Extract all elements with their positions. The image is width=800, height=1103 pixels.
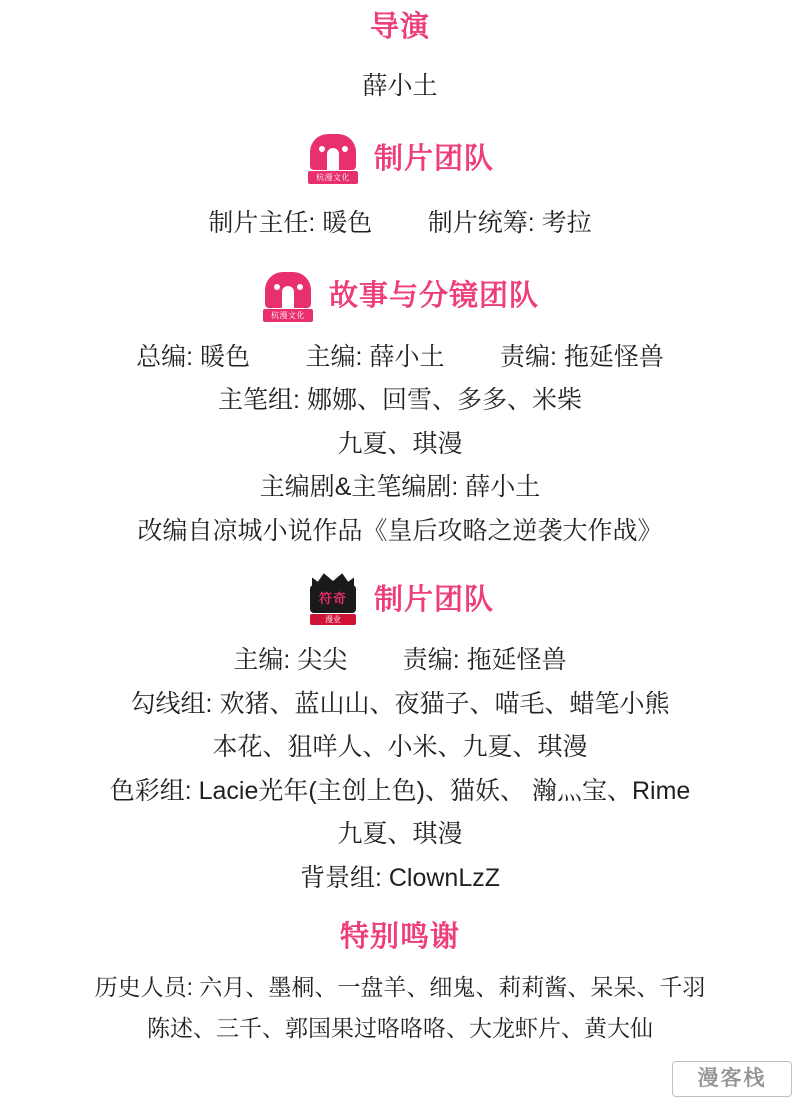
hanman-culture-logo-icon (261, 270, 315, 324)
production-team-2-line-3: 本花、狙咩人、小米、九夏、琪漫 (212, 733, 588, 762)
section-header-production-team-2 (0, 573, 800, 627)
spacer (0, 186, 800, 206)
production-team-2-line-1: 主编: 尖尖 责编: 拖延怪兽 (233, 646, 567, 675)
spacer (0, 104, 800, 132)
spacer (0, 766, 800, 774)
spacer (0, 462, 800, 470)
section-title-story-storyboard-team: 故事与分镜团队 (328, 280, 539, 313)
hanman-culture-logo-icon (306, 132, 360, 186)
production-team-2-line-5: 九夏、琪漫 (337, 820, 463, 849)
story-team-line-4: 主编剧&主笔编剧: 薛小土 (259, 473, 541, 502)
section-title-production-team-2: 制片团队 (373, 583, 494, 616)
director-name: 薛小土 (362, 71, 438, 100)
spacer (0, 506, 800, 514)
spacer (0, 419, 800, 427)
story-team-line-5: 改编自凉城小说作品《皇后攻略之逆袭大作战》 (137, 516, 663, 545)
logo-mark: 符奇 (310, 585, 356, 613)
spacer (0, 45, 800, 69)
spacer (0, 896, 800, 920)
story-team-line-2: 主笔组: 娜娜、回雪、多多、米柴 (218, 386, 582, 415)
watermark: 漫客栈 (672, 1061, 792, 1097)
spacer (0, 1004, 800, 1012)
special-thanks-line-2: 陈述、三千、郭国果过咯咯咯、大龙虾片、黄大仙 (147, 1014, 653, 1041)
logo-caption: 杭漫文化 (308, 171, 358, 184)
section-title-special-thanks: 特别鸣谢 (339, 921, 460, 954)
spacer (0, 324, 800, 340)
spacer (0, 549, 800, 573)
spacer (0, 853, 800, 861)
spacer (0, 955, 800, 971)
section-title-director: 导演 (369, 11, 430, 43)
story-team-line-3: 九夏、琪漫 (337, 429, 463, 458)
production-team-2-line-6: 背景组: ClownLzZ (299, 863, 501, 892)
production-team-1-line: 制片主任: 暖色 制片统筹: 考拉 (208, 209, 592, 238)
production-team-2-line-4: 色彩组: Lacie光年(主创上色)、猫妖、 瀚灬宝、Rime (109, 776, 691, 805)
spacer (0, 627, 800, 643)
section-header-story-storyboard-team (0, 270, 800, 324)
spacer (0, 679, 800, 687)
spacer (0, 242, 800, 270)
section-title-production-team-1: 制片团队 (373, 142, 494, 175)
production-team-2-line-2: 勾线组: 欢猪、蓝山山、夜猫子、喵毛、蜡笔小熊 (130, 689, 670, 718)
spacer (0, 809, 800, 817)
spacer (0, 375, 800, 383)
fuqi-manye-logo-icon (306, 573, 360, 627)
section-header-production-team-1 (0, 132, 800, 186)
spacer (0, 722, 800, 730)
logo-caption: 杭漫文化 (263, 309, 313, 322)
special-thanks-line-1: 历史人员: 六月、墨桐、一盘羊、细鬼、莉莉酱、呆呆、千羽 (94, 974, 706, 1001)
story-team-line-1: 总编: 暖色 主编: 薛小土 责编: 拖延怪兽 (136, 342, 664, 371)
logo-caption: 漫业 (310, 614, 356, 625)
